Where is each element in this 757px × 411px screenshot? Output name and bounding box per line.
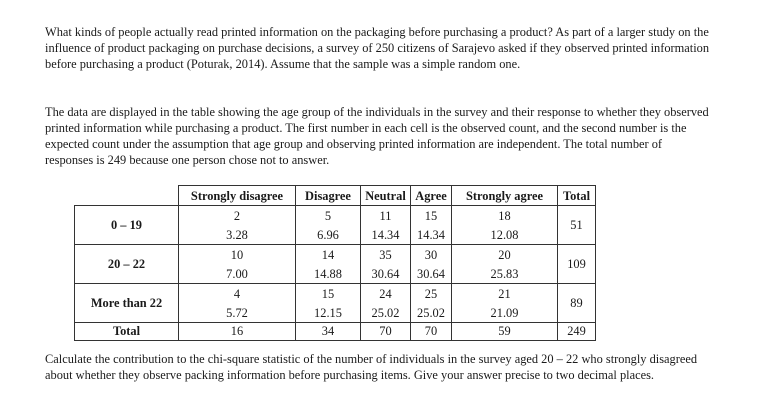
expected-count: 30.64 [417,267,445,281]
totals-row [75,323,596,341]
observed-count: 21 [498,287,511,301]
column-total: 70 [411,323,452,341]
table-cell [179,284,296,323]
observed-count: 5 [324,209,332,223]
column-total: 34 [296,323,361,341]
table-cell [179,206,296,245]
table-cell [411,206,452,245]
grand-total: 249 [558,323,596,341]
expected-count: 6.96 [317,228,339,242]
observed-count: 24 [379,287,392,301]
intro-paragraph: What kinds of people actually read printed information on the packaging before purchasing a product? As part of a larger study on the influence of product packaging on purchase decisions, a survey of 250 citizens of Sarajevo asked if they observed printed information before purchasing a product (Poturak, 2014). Assume that the sample was a simple random one. [45,25,710,71]
header-row [75,186,596,206]
expected-count: 14.88 [314,267,342,281]
row-header-more-than-22: More than 22 [75,284,179,323]
expected-count: 25.02 [371,306,400,320]
row-total: 109 [558,245,596,284]
expected-count: 21.09 [490,306,519,320]
expected-count: 14.34 [371,228,400,242]
row-total: 89 [558,284,596,323]
observed-count: 14 [321,248,335,262]
expected-count: 14.34 [417,228,445,242]
expected-count: 12.08 [490,228,519,242]
observed-count: 30 [424,248,438,262]
row-header-0-19: 0 – 19 [75,206,179,245]
column-header-strongly-agree: Strongly agree [452,186,558,206]
column-header-neutral: Neutral [361,186,411,206]
table-cell [361,245,411,284]
row-total: 51 [558,206,596,245]
observed-count: 2 [233,209,241,223]
contingency-table [74,185,596,341]
column-header-strongly-disagree: Strongly disagree [179,186,296,206]
table-row [75,206,596,245]
column-total: 59 [452,323,558,341]
observed-count: 25 [424,287,438,301]
table-row [75,245,596,284]
table-cell [452,284,558,323]
table-cell [296,284,361,323]
expected-count: 30.64 [371,267,400,281]
column-header-agree: Agree [411,186,452,206]
table-row [75,284,596,323]
observed-count: 20 [498,248,511,262]
expected-count: 25.83 [490,267,519,281]
expected-count: 5.72 [226,306,248,320]
column-header-total: Total [558,186,596,206]
column-total: 70 [361,323,411,341]
table-cell [411,284,452,323]
table-cell [296,206,361,245]
observed-count: 10 [230,248,244,262]
column-header-disagree: Disagree [296,186,361,206]
expected-count: 25.02 [417,306,445,320]
observed-count: 18 [498,209,511,223]
column-total: 16 [179,323,296,341]
table-cell [361,284,411,323]
observed-count: 15 [321,287,335,301]
table-cell [452,245,558,284]
expected-count: 3.28 [226,228,248,242]
observed-count: 4 [233,287,241,301]
row-header-total: Total [75,323,179,341]
observed-count: 15 [424,209,438,223]
expected-count: 7.00 [226,267,248,281]
row-header-20-22: 20 – 22 [75,245,179,284]
observed-count: 35 [379,248,392,262]
corner-cell [75,186,179,206]
table-cell [361,206,411,245]
table-cell [411,245,452,284]
table-cell [452,206,558,245]
table-cell [179,245,296,284]
expected-count: 12.15 [314,306,342,320]
observed-count: 11 [379,209,392,223]
description-paragraph: The data are displayed in the table showing the age group of the individuals in the survey and their response to whether they observed printed information while purchasing a product. The first number in each cell is the observed count, and the second number is the expected count under the assumption that age group and observing printed information are independent. The total number of responses is 249 because one person chose not to answer. [45,105,709,167]
table-cell [296,245,361,284]
question-paragraph: Calculate the contribution to the chi-square statistic of the number of individuals in the survey aged 20 – 22 who strongly disagreed about whether they observe packing information before purchasing items. Give your answer precise to two decimal places. [45,352,698,382]
